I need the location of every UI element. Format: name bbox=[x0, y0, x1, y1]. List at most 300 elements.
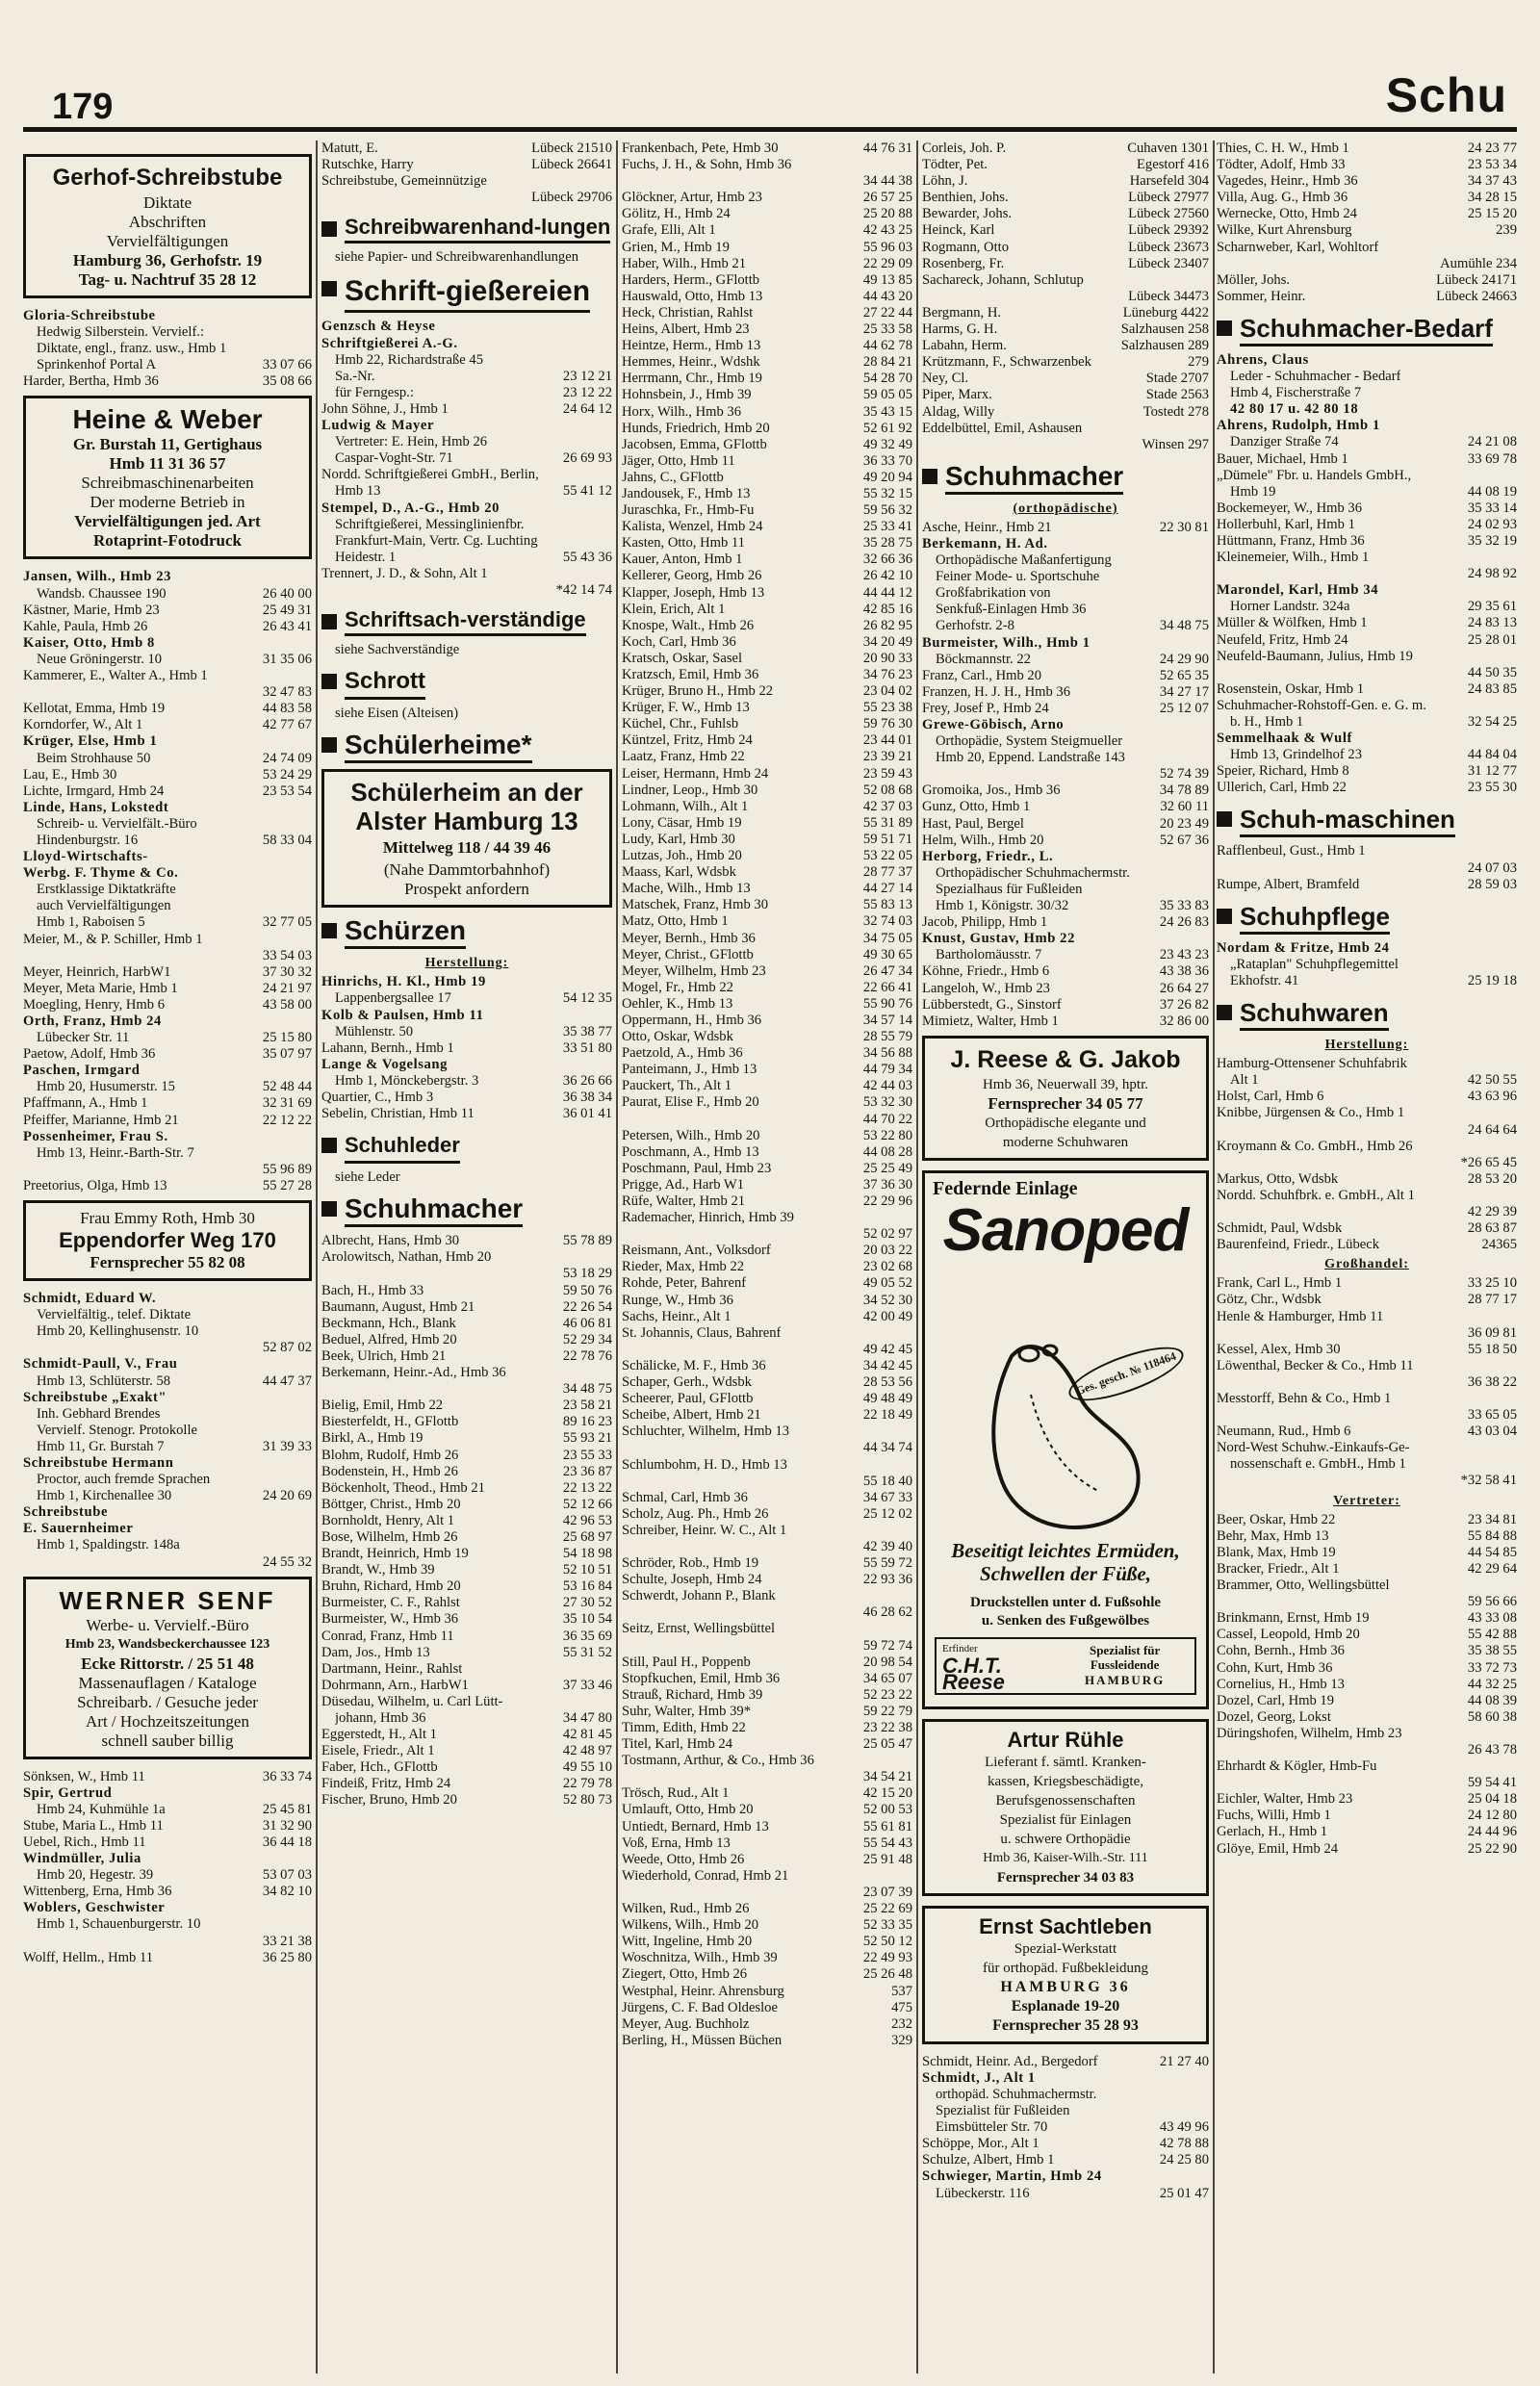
entry-name: Leder - Schuhmacher - Bedarf bbox=[1230, 369, 1401, 385]
subhead: Vertreter: bbox=[1333, 1493, 1400, 1508]
entry-phone: 26 42 10 bbox=[862, 568, 912, 584]
entry-name: Sachs, Heinr., Alt 1 bbox=[622, 1308, 732, 1324]
entry-phone: 52 65 35 bbox=[1159, 667, 1209, 683]
list-item bbox=[1217, 1122, 1517, 1139]
entry-phone bbox=[608, 467, 612, 483]
entry-phone: 28 84 21 bbox=[862, 354, 912, 371]
entry-name: Matz, Otto, Hmb 1 bbox=[622, 913, 729, 930]
entry-phone: 24 55 32 bbox=[262, 1553, 312, 1570]
entry-phone: 25 22 90 bbox=[1467, 1840, 1517, 1857]
entry-name: Fischer, Bruno, Hmb 20 bbox=[321, 1792, 457, 1809]
entry-phone: 33 51 80 bbox=[562, 1039, 612, 1056]
entry-phone bbox=[1513, 1440, 1517, 1456]
entry-list bbox=[922, 520, 1209, 1030]
entry-name: Stube, Maria L., Hmb 11 bbox=[23, 1817, 164, 1834]
ad-line: HAMBURG 36 bbox=[1000, 1978, 1131, 1995]
entry-name: Müller & Wölfken, Hmb 1 bbox=[1217, 615, 1368, 631]
list-item bbox=[23, 1934, 312, 1950]
list-item bbox=[622, 1013, 912, 1029]
entry-name: Franz, Carl., Hmb 20 bbox=[922, 667, 1042, 683]
entry-phone: 23 58 21 bbox=[562, 1398, 612, 1414]
entry-phone: 24 74 09 bbox=[262, 750, 312, 766]
section-schriftgiessereien bbox=[321, 275, 612, 313]
entry-phone: 33 69 78 bbox=[1467, 450, 1517, 467]
list-item bbox=[622, 799, 912, 815]
entry-name: Panteimann, J., Hmb 13 bbox=[622, 1062, 757, 1078]
list-item bbox=[622, 1604, 912, 1621]
subhead: Herstellung: bbox=[424, 956, 509, 971]
list-item bbox=[23, 1455, 312, 1472]
entry-name: Eimsbütteler Str. 70 bbox=[936, 2119, 1048, 2136]
entry-phone: 44 27 14 bbox=[862, 881, 912, 897]
list-item bbox=[1217, 1545, 1517, 1561]
entry-name: Tödter, Pet. bbox=[922, 157, 988, 173]
entry-name: Maass, Karl, Wdsbk bbox=[622, 864, 736, 881]
entry-phone: 52 74 39 bbox=[1159, 766, 1209, 783]
list-item bbox=[1217, 401, 1517, 418]
entry-name: Langeloh, W., Hmb 23 bbox=[922, 980, 1050, 996]
entry-name: Hmb 4, Fischerstraße 7 bbox=[1230, 385, 1362, 401]
list-item bbox=[622, 1555, 912, 1572]
entry-name: Schaper, Gerh., Wdsbk bbox=[622, 1374, 752, 1391]
entry-phone bbox=[608, 418, 612, 434]
entry-name: Nordam & Fritze, Hmb 24 bbox=[1217, 939, 1390, 956]
entry-phone: 42 78 88 bbox=[1159, 2136, 1209, 2152]
entry-phone: 49 42 45 bbox=[862, 1341, 912, 1357]
entry-phone: 52 67 36 bbox=[1159, 832, 1209, 848]
list-item bbox=[23, 1521, 312, 1537]
entry-name: Koch, Carl, Hmb 36 bbox=[622, 633, 736, 650]
ad-title: Ernst Sachtleben bbox=[979, 1913, 1152, 1938]
entry-name: Meyer, Meta Marie, Hmb 1 bbox=[23, 980, 178, 996]
entry-name: Schmal, Carl, Hmb 36 bbox=[622, 1489, 748, 1505]
entry-name: Glöckner, Artur, Hmb 23 bbox=[622, 190, 762, 206]
entry-phone: 35 38 55 bbox=[1467, 1643, 1517, 1659]
entry-phone bbox=[1205, 2070, 1209, 2087]
entry-phone bbox=[1205, 569, 1209, 585]
entry-phone: 32 74 03 bbox=[862, 913, 912, 930]
list-item bbox=[321, 467, 612, 483]
entry-name: Bornholdt, Henry, Alt 1 bbox=[321, 1512, 455, 1528]
section-title: Schuhleder bbox=[345, 1132, 460, 1164]
list-item bbox=[622, 881, 912, 897]
entry-name: Lange & Vogelsang bbox=[321, 1056, 449, 1072]
ad-reese-jakob bbox=[922, 1036, 1209, 1161]
list-item bbox=[622, 1819, 912, 1835]
list-item bbox=[23, 865, 312, 882]
entry-phone: 53 22 80 bbox=[862, 1127, 912, 1143]
list-item bbox=[321, 1283, 612, 1299]
entry-name: Rosenstein, Oskar, Hmb 1 bbox=[1217, 680, 1365, 697]
list-item bbox=[23, 1129, 312, 1145]
entry-name: Paetzold, A., Hmb 36 bbox=[622, 1045, 743, 1062]
list-item bbox=[321, 1792, 612, 1809]
list-item bbox=[622, 1325, 912, 1342]
list-item bbox=[622, 1769, 912, 1785]
section-schuhmaschinen bbox=[1217, 806, 1517, 837]
entry-phone: 25 05 47 bbox=[862, 1736, 912, 1753]
entry-phone: 44 08 39 bbox=[1467, 1692, 1517, 1708]
list-item bbox=[321, 1073, 612, 1090]
entry-phone: Harsefeld 304 bbox=[1129, 173, 1209, 190]
section-bullet bbox=[321, 923, 337, 938]
entry-name: St. Johannis, Claus, Bahrenf bbox=[622, 1324, 782, 1341]
list-item bbox=[1217, 157, 1517, 173]
list-item bbox=[1217, 550, 1517, 566]
entry-phone: 29 35 61 bbox=[1467, 599, 1517, 615]
list-item bbox=[1217, 533, 1517, 550]
entry-name: Hmb 1, Raboisen 5 bbox=[37, 914, 145, 931]
list-item bbox=[622, 1704, 912, 1720]
entry-name: Löwenthal, Becker & Co., Hmb 11 bbox=[1217, 1357, 1414, 1373]
entry-list bbox=[622, 141, 912, 2049]
list-item bbox=[321, 1008, 612, 1024]
slogan-text: Beseitigt leichtes Ermüden, Schwellen der Füße, bbox=[951, 1538, 1180, 1585]
ad-line: (Nahe Dammtorbahnhof) bbox=[383, 860, 551, 880]
list-item bbox=[23, 701, 312, 717]
entry-phone bbox=[1513, 1105, 1517, 1121]
entry-phone: 36 38 34 bbox=[562, 1090, 612, 1105]
entry-name: Meyer, Aug. Buchholz bbox=[622, 2015, 750, 2032]
entry-name: Neue Gröningerstr. 10 bbox=[37, 651, 163, 667]
list-item bbox=[622, 1391, 912, 1407]
slogan-text: u. Senken des Fußgewölbes bbox=[981, 1612, 1150, 1629]
entry-phone bbox=[1205, 849, 1209, 865]
list-item bbox=[1217, 1742, 1517, 1758]
list-item bbox=[321, 173, 612, 190]
entry-phone: 25 28 01 bbox=[1467, 631, 1517, 648]
entry-name: Schlumbohm, H. D., Hmb 13 bbox=[622, 1456, 787, 1473]
list-item bbox=[23, 882, 312, 898]
list-item bbox=[622, 371, 912, 387]
entry-phone bbox=[608, 319, 612, 335]
list-item bbox=[321, 990, 612, 1007]
list-item bbox=[1217, 1171, 1517, 1188]
entry-phone: 25 19 18 bbox=[1467, 972, 1517, 988]
list-item bbox=[23, 1900, 312, 1916]
entry-name: Sachareck, Johann, Schlutup bbox=[922, 271, 1084, 288]
entry-phone: 44 83 58 bbox=[262, 701, 312, 717]
entry-name: Bartholomäusstr. 7 bbox=[936, 947, 1042, 963]
list-item bbox=[321, 1266, 612, 1282]
entry-name: Mogel, Fr., Hmb 22 bbox=[622, 979, 733, 995]
entry-phone: 59 54 41 bbox=[1467, 1775, 1517, 1791]
entry-name: Beek, Ulrich, Hmb 21 bbox=[321, 1347, 447, 1364]
entry-name: Lutzas, Joh., Hmb 20 bbox=[622, 848, 742, 864]
list-item bbox=[321, 1430, 612, 1447]
entry-phone: 24 64 64 bbox=[1467, 1121, 1517, 1138]
list-item bbox=[622, 1193, 912, 1210]
list-item bbox=[922, 947, 1209, 963]
entry-phone: 34 76 23 bbox=[862, 667, 912, 682]
ad-line: Abschriften bbox=[128, 213, 207, 231]
entry-phone bbox=[608, 1661, 612, 1678]
entry-phone: 32 31 69 bbox=[262, 1095, 312, 1112]
entry-phone: 44 62 78 bbox=[862, 338, 912, 354]
entry-name: Mimietz, Walter, Hmb 1 bbox=[922, 1013, 1059, 1029]
entry-name: Meier, M., & P. Schiller, Hmb 1 bbox=[23, 931, 203, 947]
entry-name: Rademacher, Hinrich, Hmb 39 bbox=[622, 1210, 794, 1226]
entry-name: Sommer, Heinr. bbox=[1217, 288, 1306, 304]
entry-name: Schmidt-Paull, V., Frau bbox=[23, 1356, 178, 1373]
entry-name: Bose, Wilhelm, Hmb 26 bbox=[321, 1528, 458, 1545]
entry-name: Cassel, Leopold, Hmb 20 bbox=[1217, 1627, 1360, 1643]
list-item bbox=[1217, 566, 1517, 582]
entry-phone: 54 12 35 bbox=[562, 990, 612, 1007]
entry-phone: 23 02 68 bbox=[862, 1259, 912, 1275]
list-item bbox=[1217, 1309, 1517, 1325]
entry-name: Klein, Erich, Alt 1 bbox=[622, 601, 726, 617]
entry-phone bbox=[608, 974, 612, 990]
list-item bbox=[23, 341, 312, 357]
entry-name: Hmb 24, Kuhmühle 1a bbox=[37, 1801, 166, 1817]
entry-name: Eisele, Friedr., Alt 1 bbox=[321, 1743, 435, 1759]
list-item bbox=[1217, 418, 1517, 434]
list-item bbox=[1217, 1325, 1517, 1342]
entry-name: Petersen, Wilh., Hmb 20 bbox=[622, 1127, 760, 1143]
list-item bbox=[922, 157, 1209, 173]
section-schreibwarenhandlungen bbox=[321, 216, 612, 244]
entry-name: Albrecht, Hans, Hmb 30 bbox=[321, 1233, 460, 1249]
entry-phone: 34 65 07 bbox=[862, 1670, 912, 1686]
entry-phone: 23 43 23 bbox=[1159, 947, 1209, 963]
entry-phone: 59 50 76 bbox=[562, 1282, 612, 1298]
entry-name: Hüttmann, Franz, Hmb 36 bbox=[1217, 532, 1365, 549]
list-item bbox=[622, 2016, 912, 2033]
list-item bbox=[321, 1249, 612, 1266]
entry-phone: 25 26 48 bbox=[862, 1966, 912, 1983]
list-item bbox=[622, 421, 912, 437]
list-item bbox=[622, 1474, 912, 1490]
list-item bbox=[622, 470, 912, 486]
entry-phone: 36 26 66 bbox=[562, 1072, 612, 1089]
entry-name: Hmb 1, Mönckebergstr. 3 bbox=[335, 1072, 479, 1089]
entry-phone bbox=[1513, 468, 1517, 484]
section-note: siehe Leder bbox=[335, 1169, 400, 1186]
list-item bbox=[622, 1457, 912, 1474]
section-schrott bbox=[321, 668, 612, 700]
entry-phone: 36 35 69 bbox=[562, 1628, 612, 1644]
entry-phone bbox=[909, 1868, 912, 1885]
list-item bbox=[23, 1785, 312, 1802]
section-bullet bbox=[321, 1201, 337, 1217]
entry-phone: 43 03 04 bbox=[1467, 1424, 1517, 1440]
entry-phone bbox=[909, 1523, 912, 1539]
list-item bbox=[321, 974, 612, 990]
list-item bbox=[922, 898, 1209, 914]
entry-phone: 24 44 96 bbox=[1467, 1824, 1517, 1840]
column-divider bbox=[616, 141, 618, 2373]
entry-phone bbox=[1205, 585, 1209, 602]
entry-phone bbox=[608, 1249, 612, 1266]
entry-name: Strauß, Richard, Hmb 39 bbox=[622, 1686, 763, 1703]
entry-phone: 42 29 39 bbox=[1467, 1203, 1517, 1219]
list-item bbox=[1217, 256, 1517, 272]
entry-name: Umlauft, Otto, Hmb 20 bbox=[622, 1802, 754, 1818]
section-note: siehe Papier- und Schreibwarenhandlungen bbox=[335, 249, 578, 266]
list-item bbox=[1217, 582, 1517, 599]
list-item bbox=[1217, 1292, 1517, 1308]
subhead: Großhandel: bbox=[1324, 1257, 1409, 1272]
entry-name: Schulte, Joseph, Hmb 24 bbox=[622, 1572, 762, 1588]
entry-phone: 25 12 07 bbox=[1159, 700, 1209, 716]
list-item bbox=[321, 352, 612, 369]
entry-phone: 22 78 76 bbox=[562, 1347, 612, 1364]
entry-phone: 329 bbox=[891, 2032, 912, 2048]
entry-name: Hmb 13, Schlüterstr. 58 bbox=[37, 1373, 171, 1389]
list-item bbox=[622, 783, 912, 799]
entry-phone: 55 42 88 bbox=[1467, 1627, 1517, 1643]
entry-name: Burmeister, W., Hmb 36 bbox=[321, 1611, 459, 1628]
entry-name: Moegling, Henry, Hmb 6 bbox=[23, 996, 165, 1013]
entry-name: Hedwig Silberstein. Vervielf.: bbox=[37, 324, 205, 341]
list-item bbox=[622, 1424, 912, 1440]
list-item bbox=[622, 1950, 912, 1966]
entry-phone bbox=[308, 1129, 312, 1145]
entry-phone: 53 18 29 bbox=[562, 1266, 612, 1282]
list-item bbox=[321, 1513, 612, 1529]
entry-name: Horner Landstr. 324a bbox=[1230, 599, 1350, 615]
entry-name: „Dümele" Fbr. u. Handels GmbH., bbox=[1217, 467, 1412, 483]
entry-name: Rieder, Max, Hmb 22 bbox=[622, 1259, 745, 1275]
list-item bbox=[922, 141, 1209, 157]
entry-phone: Aumühle 234 bbox=[1440, 255, 1517, 271]
entry-phone bbox=[1513, 401, 1517, 418]
entry-phone bbox=[308, 1423, 312, 1439]
entry-name: Böttger, Christ., Hmb 20 bbox=[321, 1496, 461, 1512]
list-item bbox=[922, 520, 1209, 536]
entry-name: Dozel, Carl, Hmb 19 bbox=[1217, 1692, 1334, 1708]
entry-name: Hinrichs, H. Kl., Hmb 19 bbox=[321, 974, 486, 990]
list-item bbox=[922, 256, 1209, 272]
entry-phone: 59 05 05 bbox=[862, 387, 912, 403]
entry-phone: 44 44 12 bbox=[862, 584, 912, 601]
entry-phone: 42 77 67 bbox=[262, 717, 312, 733]
entry-name: Hunds, Friedrich, Hmb 20 bbox=[622, 420, 770, 436]
ad-phone: Fernsprecher 35 28 93 bbox=[992, 2016, 1139, 2034]
section-schriftsachverstaendige bbox=[321, 608, 612, 636]
entry-phone bbox=[1513, 1456, 1517, 1473]
entry-phone: 21 27 40 bbox=[1159, 2053, 1209, 2069]
list-item bbox=[622, 864, 912, 881]
entry-phone: 34 57 14 bbox=[862, 1012, 912, 1028]
entry-phone bbox=[308, 341, 312, 357]
entry-name: Biesterfeldt, H., GFlottb bbox=[321, 1414, 459, 1430]
list-item bbox=[1217, 451, 1517, 468]
entry-phone: 35 33 83 bbox=[1159, 898, 1209, 914]
entry-phone: 58 33 04 bbox=[262, 832, 312, 848]
list-item bbox=[1217, 973, 1517, 989]
ad-line: Berufsgenossenschaften bbox=[995, 1792, 1136, 1809]
list-item bbox=[23, 619, 312, 635]
list-item bbox=[1217, 698, 1517, 714]
ad-line: Schreibmaschinenarbeiten bbox=[81, 474, 254, 493]
entry-phone: 24 25 80 bbox=[1159, 2152, 1209, 2168]
entry-name: Sebelin, Christian, Hmb 11 bbox=[321, 1106, 475, 1122]
list-item bbox=[23, 932, 312, 948]
entry-name: Haber, Wilh., Hmb 21 bbox=[622, 255, 747, 271]
entry-name: John Söhne, J., Hmb 1 bbox=[321, 400, 449, 417]
entry-phone: Lübeck 26641 bbox=[531, 157, 612, 173]
entry-phone bbox=[1205, 2087, 1209, 2103]
entry-phone: 53 32 30 bbox=[862, 1094, 912, 1111]
entry-name: Hohnsbein, J., Hmb 39 bbox=[622, 387, 752, 403]
ad-line: Diktate bbox=[142, 193, 192, 212]
entry-phone bbox=[308, 816, 312, 833]
list-item bbox=[622, 1885, 912, 1901]
list-item bbox=[922, 783, 1209, 799]
list-item bbox=[622, 141, 912, 157]
entry-name: Hmb 1, Kirchenallee 30 bbox=[37, 1488, 172, 1504]
entry-name: Krützmann, F., Schwarzenbek bbox=[922, 354, 1091, 371]
entry-phone: 49 05 52 bbox=[862, 1275, 912, 1292]
list-item bbox=[622, 766, 912, 783]
entry-name: Birkl, A., Hmb 19 bbox=[321, 1430, 424, 1447]
list-item bbox=[922, 552, 1209, 569]
entry-phone: Tostedt 278 bbox=[1142, 403, 1209, 420]
ad-line: Werbe- u. Vervielf.-Büro bbox=[86, 1615, 249, 1634]
entry-phone bbox=[1513, 1578, 1517, 1594]
list-item bbox=[1217, 632, 1517, 649]
entry-phone: 42 15 20 bbox=[862, 1785, 912, 1802]
entry-name: Bodenstein, H., Hmb 26 bbox=[321, 1463, 458, 1479]
entry-phone: 59 76 30 bbox=[862, 716, 912, 732]
entry-phone: 32 66 36 bbox=[862, 552, 912, 568]
entry-name: Jäger, Otto, Hmb 11 bbox=[622, 452, 735, 469]
section-bullet bbox=[1217, 1005, 1232, 1020]
entry-phone: 35 28 75 bbox=[862, 535, 912, 552]
entry-name: Stempel, D., A.-G., Hmb 20 bbox=[321, 500, 500, 516]
section-bullet bbox=[321, 674, 337, 689]
entry-name: Wilke, Kurt Ahrensburg bbox=[1217, 222, 1352, 239]
entry-phone: 22 93 36 bbox=[862, 1572, 912, 1588]
entry-phone: 28 77 17 bbox=[1467, 1292, 1517, 1308]
list-item bbox=[622, 1062, 912, 1078]
entry-name: Kratsch, Oskar, Sasel bbox=[622, 650, 743, 666]
list-item bbox=[23, 635, 312, 652]
entry-phone bbox=[1513, 352, 1517, 369]
list-item bbox=[1217, 190, 1517, 206]
entry-name: Ahrens, Rudolph, Hmb 1 bbox=[1217, 418, 1380, 434]
list-item bbox=[23, 603, 312, 619]
ad-title: Schülerheim an der Alster Hamburg 13 bbox=[350, 778, 583, 836]
list-item bbox=[1217, 385, 1517, 401]
entry-phone bbox=[308, 1390, 312, 1406]
list-item bbox=[23, 849, 312, 865]
running-head: Schu bbox=[1385, 68, 1507, 122]
entry-phone bbox=[308, 932, 312, 948]
entry-phone: 44 43 20 bbox=[862, 288, 912, 304]
entry-phone: 23 36 87 bbox=[562, 1463, 612, 1479]
list-item bbox=[321, 1090, 612, 1106]
entry-name: Reismann, Ant., Volksdorf bbox=[622, 1243, 771, 1259]
list-item bbox=[622, 618, 912, 634]
list-item bbox=[23, 324, 312, 341]
entry-name: Köhne, Friedr., Hmb 6 bbox=[922, 963, 1050, 980]
entry-name: Brandt, W., Hmb 39 bbox=[321, 1562, 435, 1578]
entry-name: Hindenburgstr. 16 bbox=[37, 832, 139, 848]
entry-phone bbox=[1513, 369, 1517, 385]
entry-name: Hmb 20, Husumerstr. 15 bbox=[37, 1079, 175, 1095]
column-3 bbox=[622, 141, 912, 2373]
entry-name: Schmidt, J., Alt 1 bbox=[922, 2069, 1036, 2086]
entry-phone bbox=[1205, 602, 1209, 618]
list-item bbox=[321, 1529, 612, 1546]
entry-phone: 27 22 44 bbox=[862, 304, 912, 321]
ad-line: kassen, Kriegsbeschädigte, bbox=[987, 1773, 1144, 1789]
list-item bbox=[321, 418, 612, 434]
ad-gerhof-schreibstube bbox=[23, 154, 312, 298]
